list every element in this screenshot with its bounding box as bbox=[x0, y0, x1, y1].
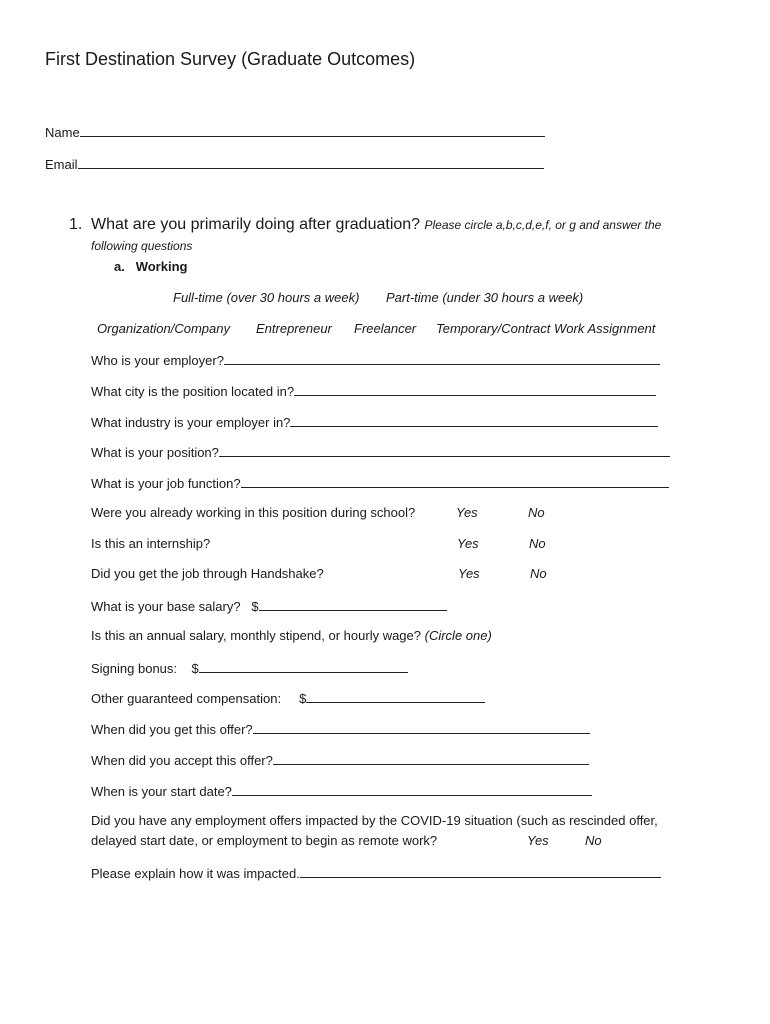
other-compensation-field[interactable] bbox=[91, 689, 485, 706]
question-1-instruction: Please circle a,b,c,d,e,f, or g and answer the bbox=[424, 218, 662, 232]
industry-label: What industry is your employer in? bbox=[91, 415, 291, 430]
covid-yes[interactable]: Yes bbox=[527, 833, 549, 848]
question-1-text: What are you primarily doing after graduation? bbox=[91, 216, 421, 233]
already-working-question: Were you already working in this position during school? bbox=[91, 505, 416, 520]
internship-question: Is this an internship? bbox=[91, 536, 211, 551]
signing-bonus-dollar: $ bbox=[191, 661, 199, 676]
base-salary-blank-line[interactable] bbox=[259, 597, 447, 611]
employer-field[interactable] bbox=[91, 351, 660, 368]
start-date-label: When is your start date? bbox=[91, 784, 232, 799]
option-freelancer[interactable]: Freelancer bbox=[354, 321, 417, 336]
name-field[interactable] bbox=[45, 123, 545, 140]
city-field[interactable] bbox=[91, 382, 656, 399]
option-part-time[interactable]: Part-time (under 30 hours a week) bbox=[386, 290, 584, 305]
employer-blank-line[interactable] bbox=[224, 351, 660, 365]
salary-type-text[interactable]: Is this an annual salary, monthly stipend, or hourly wage? bbox=[91, 628, 421, 643]
job-function-label: What is your job function? bbox=[91, 476, 241, 491]
name-label: Name bbox=[45, 125, 80, 140]
internship-no[interactable]: No bbox=[529, 536, 546, 551]
option-full-time[interactable]: Full-time (over 30 hours a week) bbox=[173, 290, 360, 305]
covid-question-line-2: delayed start date, or employment to begin as remote work? bbox=[91, 833, 438, 848]
offer-received-label: When did you get this offer? bbox=[91, 722, 253, 737]
internship-yes[interactable]: Yes bbox=[457, 536, 479, 551]
covid-explain-field[interactable] bbox=[91, 864, 661, 881]
offer-received-field[interactable] bbox=[91, 720, 590, 737]
page-title: First Destination Survey (Graduate Outcomes) bbox=[45, 49, 416, 69]
offer-accepted-label: When did you accept this offer? bbox=[91, 753, 273, 768]
option-organization-company[interactable]: Organization/Company bbox=[97, 321, 230, 336]
base-salary-label: What is your base salary? bbox=[91, 599, 241, 614]
position-field[interactable] bbox=[91, 443, 670, 460]
name-blank-line[interactable] bbox=[80, 123, 545, 137]
position-blank-line[interactable] bbox=[219, 443, 670, 457]
position-label: What is your position? bbox=[91, 445, 219, 460]
offer-accepted-field[interactable] bbox=[91, 751, 589, 768]
section-a-label: a. bbox=[114, 259, 125, 274]
handshake-no[interactable]: No bbox=[530, 566, 547, 581]
option-entrepreneur[interactable]: Entrepreneur bbox=[256, 321, 332, 336]
offer-accepted-blank-line[interactable] bbox=[273, 751, 589, 765]
job-function-field[interactable] bbox=[91, 474, 669, 491]
question-number: 1. bbox=[69, 216, 83, 233]
covid-explain-label: Please explain how it was impacted. bbox=[91, 866, 300, 881]
job-function-blank-line[interactable] bbox=[241, 474, 669, 488]
option-temporary-contract[interactable]: Temporary/Contract Work Assignment bbox=[436, 321, 656, 336]
start-date-field[interactable] bbox=[91, 782, 592, 799]
city-label: What city is the position located in? bbox=[91, 384, 295, 399]
already-working-yes[interactable]: Yes bbox=[456, 505, 478, 520]
city-blank-line[interactable] bbox=[294, 382, 656, 396]
email-blank-line[interactable] bbox=[78, 155, 544, 169]
email-field[interactable] bbox=[45, 155, 544, 172]
section-a-heading bbox=[114, 259, 187, 274]
signing-bonus-blank-line[interactable] bbox=[199, 659, 408, 673]
employer-label: Who is your employer? bbox=[91, 353, 224, 368]
covid-explain-blank-line[interactable] bbox=[300, 864, 661, 878]
signing-bonus-field[interactable] bbox=[91, 659, 408, 676]
section-a-title: Working bbox=[135, 259, 188, 274]
salary-type-question bbox=[91, 628, 492, 643]
handshake-yes[interactable]: Yes bbox=[458, 566, 480, 581]
base-salary-field[interactable] bbox=[91, 597, 447, 614]
covid-question-line-1: Did you have any employment offers impacted by the COVID-19 situation (such as rescinded offer, bbox=[91, 813, 658, 828]
question-1 bbox=[91, 216, 661, 234]
industry-blank-line[interactable] bbox=[290, 413, 658, 427]
handshake-question: Did you get the job through Handshake? bbox=[91, 566, 324, 581]
other-compensation-blank-line[interactable] bbox=[306, 689, 485, 703]
base-salary-dollar: $ bbox=[251, 599, 259, 614]
other-compensation-label: Other guaranteed compensation: bbox=[91, 691, 282, 706]
question-1-instruction-cont: following questions bbox=[91, 239, 193, 253]
other-compensation-dollar: $ bbox=[299, 691, 307, 706]
industry-field[interactable] bbox=[91, 413, 658, 430]
already-working-no[interactable]: No bbox=[528, 505, 545, 520]
offer-received-blank-line[interactable] bbox=[253, 720, 590, 734]
circle-one-note: (Circle one) bbox=[424, 628, 492, 643]
signing-bonus-label: Signing bonus: bbox=[91, 661, 178, 676]
email-label: Email bbox=[45, 157, 78, 172]
covid-no[interactable]: No bbox=[585, 833, 602, 848]
start-date-blank-line[interactable] bbox=[232, 782, 592, 796]
